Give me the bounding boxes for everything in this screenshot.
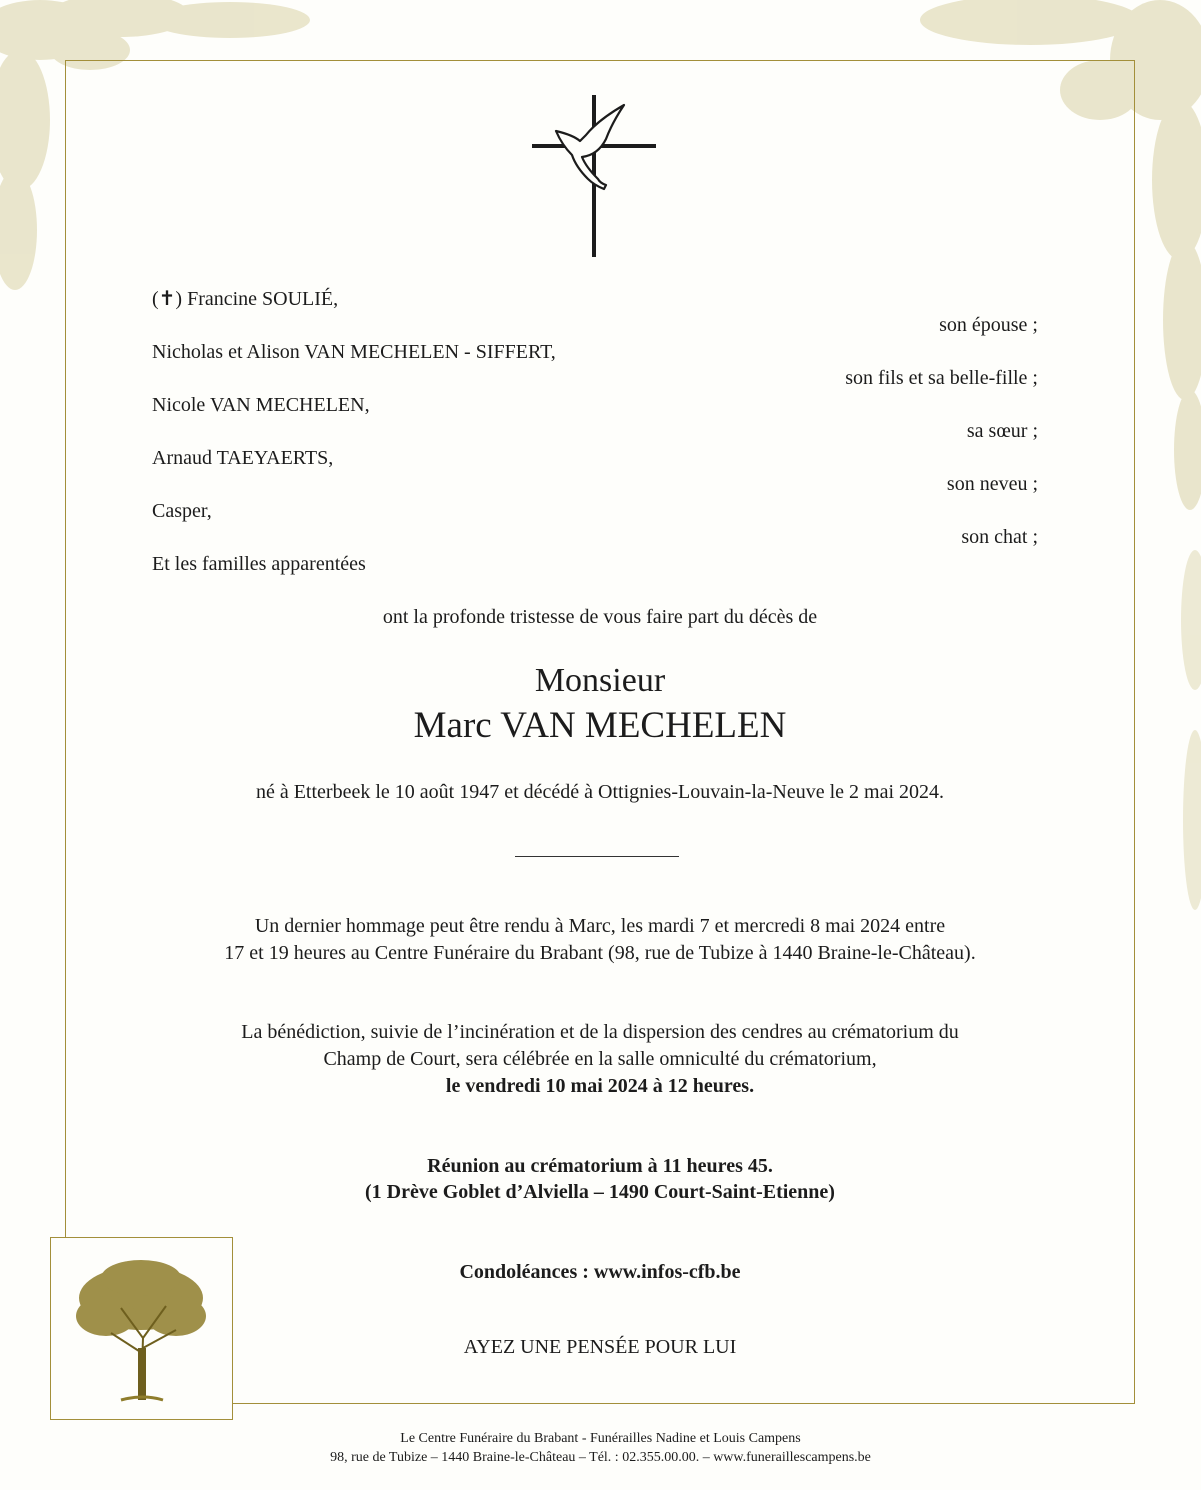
tree-frame (50, 1237, 233, 1420)
deceased-honorific: Monsieur (534, 662, 666, 699)
footer-company: Le Centre Funéraire du Brabant - Funérailles Nadine et Louis Campens (400, 1431, 801, 1446)
announcement-intro: ont la profonde tristesse de vous faire part du décès de (382, 606, 818, 628)
family-name-6: Et les familles apparentées (152, 553, 366, 575)
meeting-address: (1 Drève Goblet d’Alviella – 1490 Court-Saint-Etienne) (365, 1181, 835, 1203)
family-name-2: Nicholas et Alison VAN MECHELEN - SIFFERT, (152, 341, 556, 363)
deceased-name: Marc VAN MECHELEN (413, 705, 787, 746)
family-role-5: son chat ; (961, 526, 1038, 548)
family-name-5: Casper, (152, 500, 212, 522)
family-name-3: Nicole VAN MECHELEN, (152, 394, 370, 416)
foliage-right-decoration (1150, 540, 1201, 1040)
family-role-2: son fils et sa belle-fille ; (845, 367, 1038, 389)
separator-line (515, 856, 679, 857)
family-role-1: son épouse ; (939, 314, 1038, 336)
footer-address: 98, rue de Tubize – 1440 Braine-le-Château – Tél. : 02.355.00.00. – www.funeraillescampens.be (330, 1450, 871, 1465)
condolences-link[interactable]: Condoléances : www.infos-cfb.be (459, 1261, 741, 1283)
family-role-3: sa sœur ; (966, 420, 1038, 442)
family-name-1: (✝) Francine SOULIÉ, (152, 288, 339, 310)
tribute-line-2: 17 et 19 heures au Centre Funéraire du Brabant (98, rue de Tubize à 1440 Braine-le-Château). (224, 942, 976, 964)
birth-death-dates: né à Etterbeek le 10 août 1947 et décédé à Ottignies-Louvain-la-Neuve le 2 mai 2024. (255, 781, 945, 803)
tree-icon (51, 1238, 231, 1418)
family-role-4: son neveu ; (946, 473, 1038, 495)
ceremony-line-1: La bénédiction, suivie de l’incinération et de la dispersion des cendres au crématorium du (241, 1021, 959, 1043)
cross-with-dove-icon (528, 95, 660, 257)
meeting-line-1: Réunion au crématorium à 11 heures 45. (427, 1155, 773, 1177)
ceremony-date: le vendredi 10 mai 2024 à 12 heures. (445, 1075, 755, 1097)
tribute-line-1: Un dernier hommage peut être rendu à Marc, les mardi 7 et mercredi 8 mai 2024 entre (254, 915, 946, 937)
ceremony-line-2: Champ de Court, sera célébrée en la salle omniculté du crématorium, (323, 1048, 877, 1070)
closing-message: AYEZ UNE PENSÉE POUR LUI (463, 1336, 737, 1358)
family-name-4: Arnaud TAEYAERTS, (152, 447, 334, 469)
